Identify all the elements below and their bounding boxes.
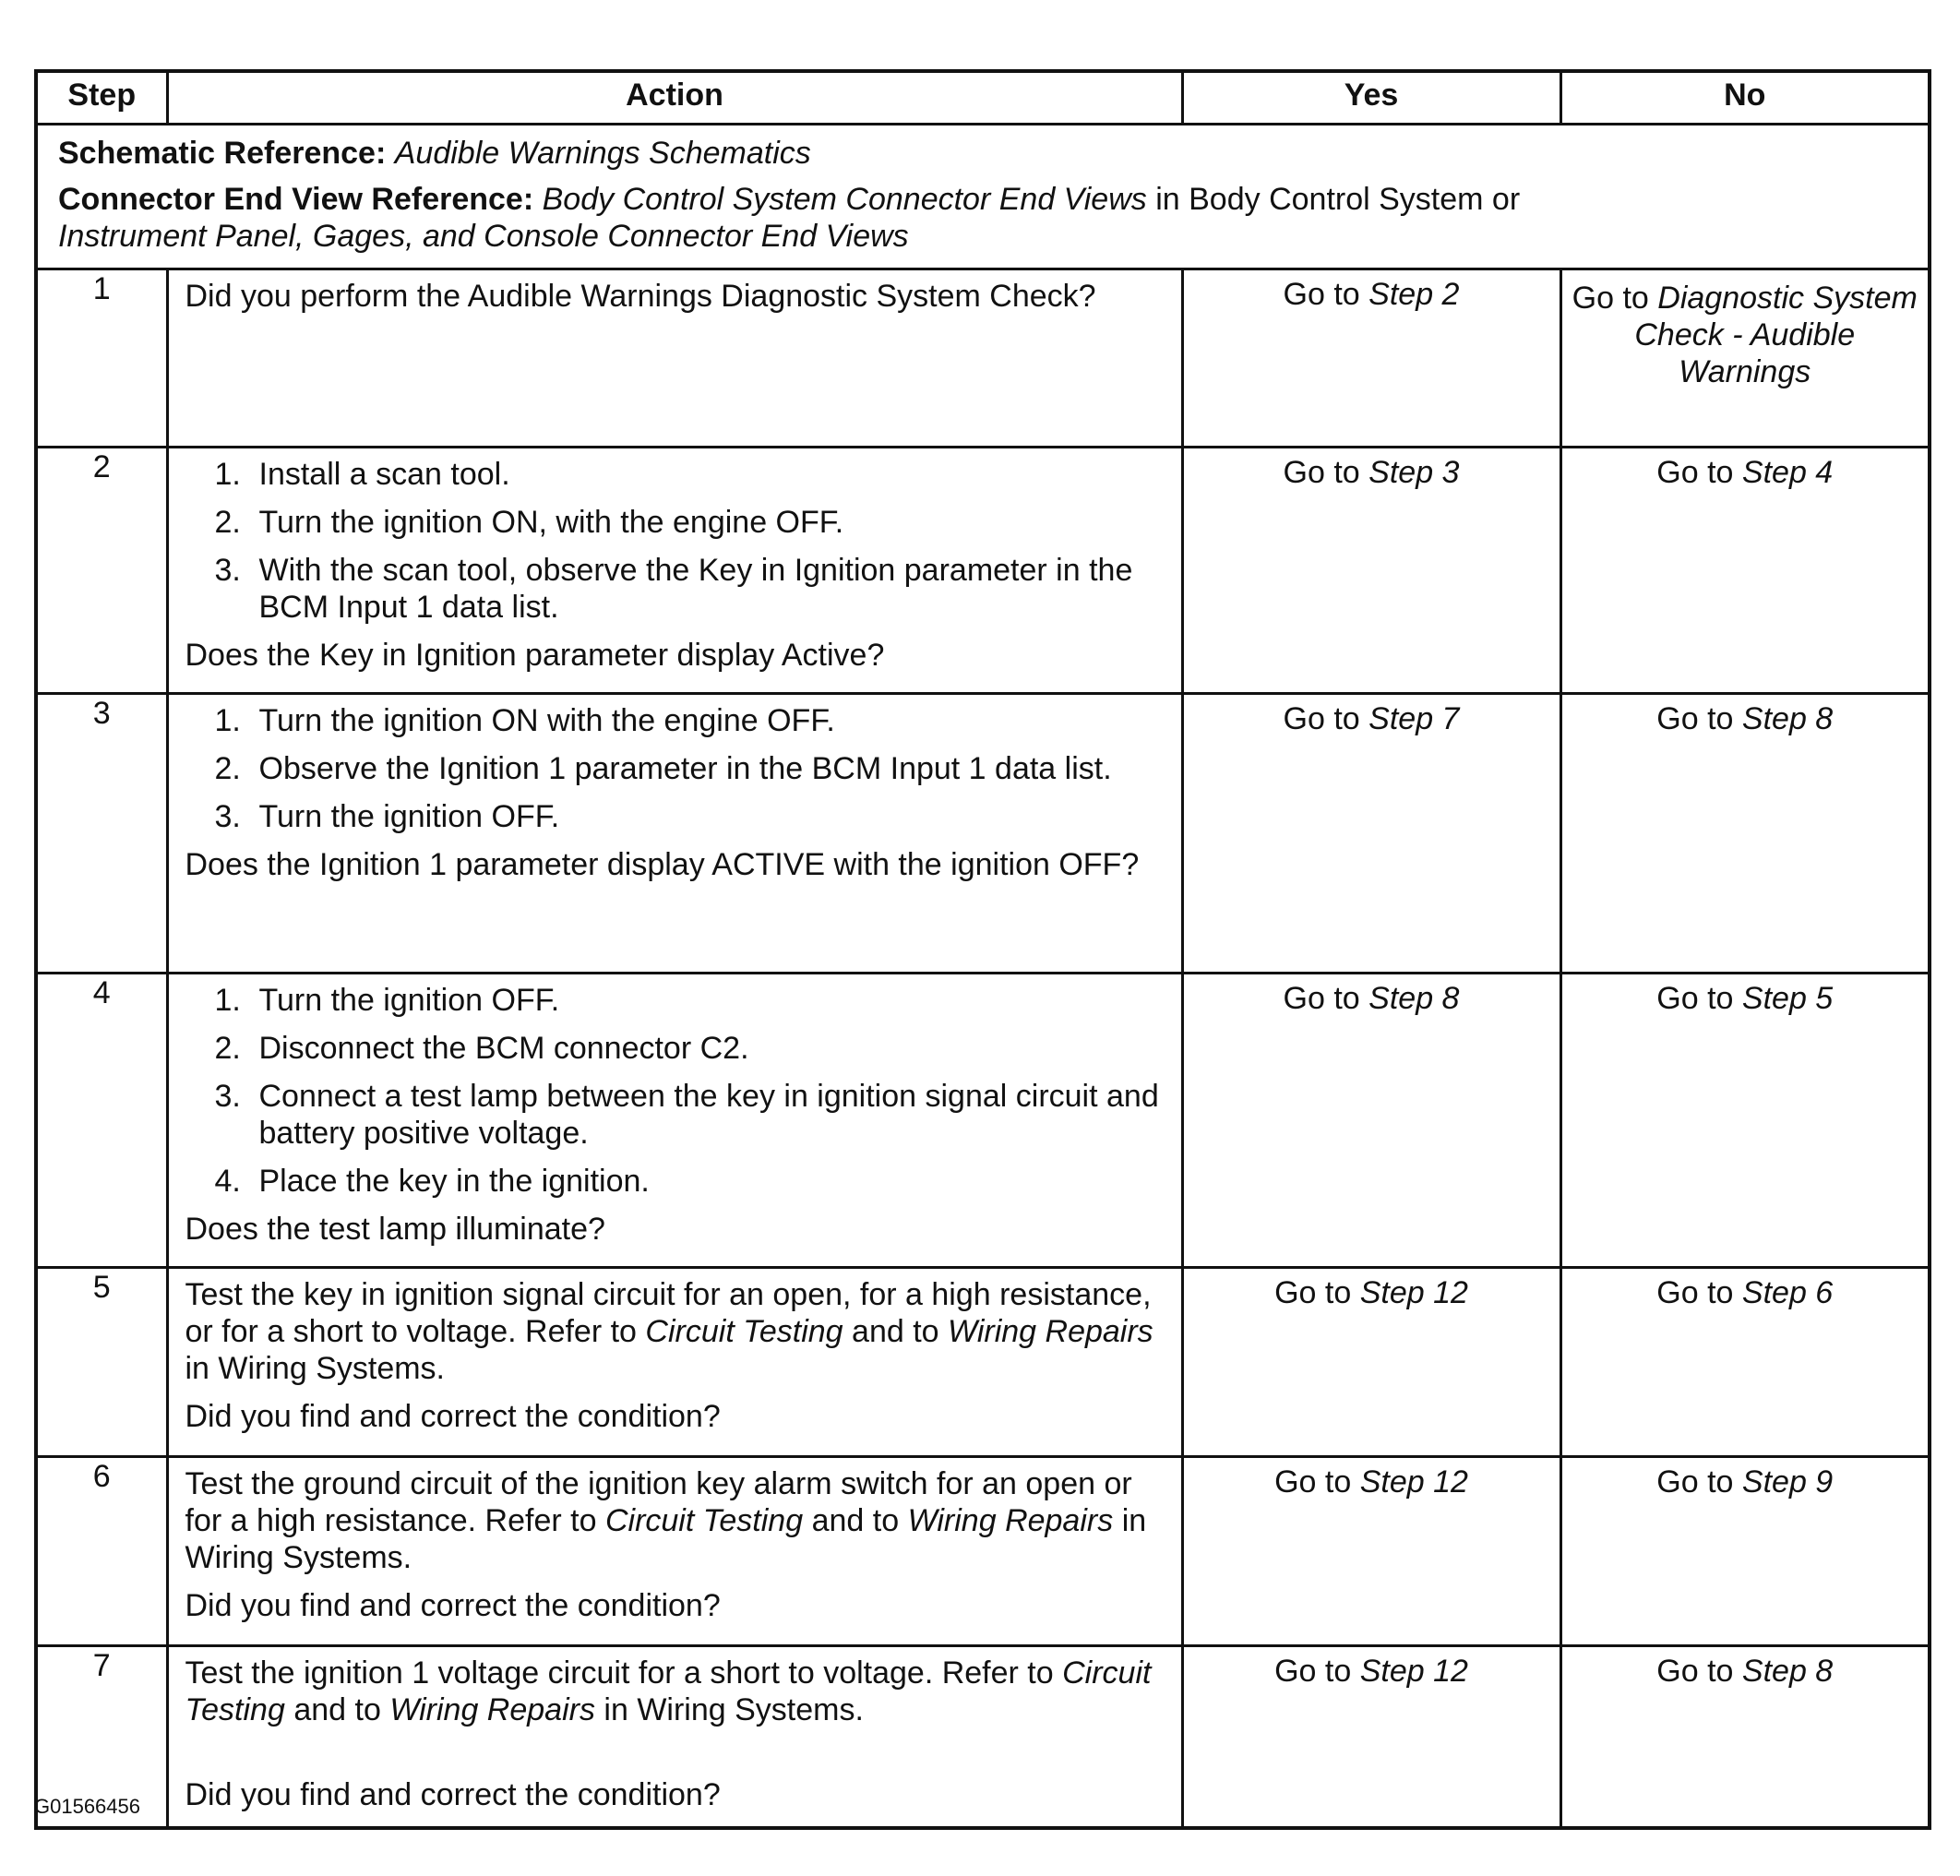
yes-prefix: Go to	[1283, 701, 1360, 736]
list-item	[185, 456, 1165, 493]
step-number: 3	[36, 694, 167, 974]
list-item-number: 1.	[214, 457, 241, 492]
no-link[interactable]: Step 6	[1741, 1275, 1834, 1310]
yes-link[interactable]: Step 12	[1359, 1464, 1468, 1500]
list-item	[185, 504, 1165, 541]
yes-link[interactable]: Step 8	[1368, 981, 1460, 1016]
no-cell	[1560, 448, 1930, 694]
no-cell	[1560, 1646, 1930, 1829]
circuit-testing-link[interactable]: Circuit Testing	[604, 1503, 804, 1538]
instruction-text: Test the ground circuit of the ignition key alarm switch for an open or for a high resistance. Refer to	[185, 1466, 1132, 1538]
table-row-step-3	[36, 694, 1930, 974]
action-cell	[167, 269, 1182, 448]
wiring-repairs-link[interactable]: Wiring Repairs	[389, 1692, 595, 1727]
instruction-text: and to	[293, 1692, 381, 1727]
instruction-text: in Wiring Systems.	[604, 1692, 864, 1727]
list-item-number: 1.	[214, 983, 241, 1018]
header-yes: Yes	[1182, 71, 1560, 125]
list-item-text: Turn the ignition OFF.	[258, 799, 560, 834]
action-question: Did you perform the Audible Warnings Diagnostic System Check?	[185, 279, 1096, 314]
step-number: 4	[36, 974, 167, 1268]
action-question: Does the Ignition 1 parameter display ACTIVE with the ignition OFF?	[185, 847, 1140, 882]
table-row-step-7	[36, 1646, 1930, 1829]
yes-cell	[1182, 1646, 1560, 1829]
step-number: 5	[36, 1268, 167, 1457]
action-question: Does the test lamp illuminate?	[185, 1212, 605, 1247]
no-prefix: Go to	[1656, 455, 1734, 490]
list-item-text: Install a scan tool.	[258, 457, 510, 492]
connector-reference-label: Connector End View Reference:	[58, 182, 534, 217]
action-cell	[167, 1457, 1182, 1646]
list-item-text: Place the key in the ignition.	[258, 1164, 650, 1199]
action-cell	[167, 1646, 1182, 1829]
list-item-text: With the scan tool, observe the Key in Ignition parameter in the BCM Input 1 data list.	[258, 553, 1133, 625]
circuit-testing-link[interactable]: Circuit Testing	[645, 1314, 843, 1349]
schematic-reference-label: Schematic Reference:	[58, 136, 387, 171]
yes-link[interactable]: Step 12	[1359, 1275, 1468, 1310]
schematic-reference-link[interactable]: Audible Warnings Schematics	[394, 136, 811, 171]
yes-prefix: Go to	[1274, 1654, 1352, 1689]
connector-reference	[58, 181, 1907, 255]
list-item-text: Turn the ignition ON, with the engine OFF.	[258, 505, 844, 540]
instruction-text: in Wiring Systems.	[185, 1503, 1147, 1575]
action-steps-list	[185, 982, 1165, 1200]
action-cell	[167, 1268, 1182, 1457]
list-item-number: 2.	[214, 1031, 241, 1066]
list-item	[185, 750, 1165, 787]
list-item-number: 2.	[214, 751, 241, 786]
yes-prefix: Go to	[1274, 1464, 1352, 1500]
no-link[interactable]: Step 8	[1741, 701, 1834, 736]
no-link[interactable]: Step 4	[1741, 455, 1834, 490]
action-instruction	[185, 1465, 1165, 1576]
no-prefix: Go to	[1656, 1464, 1734, 1500]
reference-cell	[36, 125, 1930, 269]
no-cell	[1560, 1457, 1930, 1646]
reference-row	[36, 125, 1930, 269]
yes-prefix: Go to	[1283, 455, 1360, 490]
list-item-number: 4.	[214, 1164, 241, 1199]
no-prefix: Go to	[1656, 701, 1734, 736]
action-instruction	[185, 1655, 1165, 1728]
wiring-repairs-link[interactable]: Wiring Repairs	[907, 1503, 1114, 1538]
diagnostic-table-page	[34, 69, 1928, 1830]
action-question: Did you find and correct the condition?	[185, 1399, 721, 1434]
wiring-repairs-link[interactable]: Wiring Repairs	[948, 1314, 1153, 1349]
yes-link[interactable]: Step 7	[1368, 701, 1460, 736]
no-link[interactable]: Diagnostic System Check - Audible Warnings	[1634, 281, 1918, 389]
list-item	[185, 1163, 1165, 1200]
list-item	[185, 982, 1165, 1019]
list-item-number: 1.	[214, 703, 241, 738]
header-step: Step	[36, 71, 167, 125]
circuit-testing-link[interactable]: Circuit Testing	[185, 1655, 1152, 1727]
no-cell	[1560, 269, 1930, 448]
action-question: Does the Key in Ignition parameter display Active?	[185, 638, 885, 673]
table-row-step-5	[36, 1268, 1930, 1457]
yes-cell	[1182, 694, 1560, 974]
table-row-step-6	[36, 1457, 1930, 1646]
no-prefix: Go to	[1656, 1275, 1734, 1310]
action-cell	[167, 694, 1182, 974]
connector-reference-link-1[interactable]: Body Control System Connector End Views	[542, 182, 1147, 217]
table-row-step-4	[36, 974, 1930, 1268]
no-link[interactable]: Step 5	[1741, 981, 1834, 1016]
figure-id: G01566456	[34, 1795, 140, 1818]
schematic-reference	[58, 135, 1907, 172]
action-steps-list	[185, 456, 1165, 626]
list-item	[185, 1030, 1165, 1067]
step-number: 2	[36, 448, 167, 694]
yes-prefix: Go to	[1283, 277, 1360, 312]
yes-cell	[1182, 974, 1560, 1268]
instruction-text: Test the ignition 1 voltage circuit for a short to voltage. Refer to	[185, 1655, 1054, 1691]
list-item-text: Turn the ignition OFF.	[258, 983, 560, 1018]
list-item-number: 3.	[214, 553, 241, 588]
list-item	[185, 798, 1165, 835]
yes-prefix: Go to	[1283, 981, 1360, 1016]
step-number: 6	[36, 1457, 167, 1646]
list-item	[185, 702, 1165, 739]
instruction-text: in Wiring Systems.	[185, 1351, 445, 1386]
table-header-row	[36, 71, 1930, 125]
no-cell	[1560, 694, 1930, 974]
action-cell	[167, 974, 1182, 1268]
no-prefix: Go to	[1572, 281, 1649, 316]
list-item	[185, 1078, 1165, 1152]
yes-cell	[1182, 269, 1560, 448]
connector-reference-link-2[interactable]: Instrument Panel, Gages, and Console Connector End Views	[58, 219, 909, 254]
action-cell	[167, 448, 1182, 694]
no-link[interactable]: Step 8	[1741, 1654, 1834, 1689]
table-row-step-1	[36, 269, 1930, 448]
header-no: No	[1560, 71, 1930, 125]
no-prefix: Go to	[1656, 1654, 1734, 1689]
yes-link[interactable]: Step 12	[1359, 1654, 1468, 1689]
list-item-text: Connect a test lamp between the key in ignition signal circuit and battery positive voltage.	[258, 1079, 1159, 1151]
list-item-text: Turn the ignition ON with the engine OFF.	[258, 703, 835, 738]
yes-prefix: Go to	[1274, 1275, 1352, 1310]
list-item	[185, 552, 1165, 626]
connector-reference-mid: in Body Control System or	[1155, 182, 1521, 217]
step-number: 1	[36, 269, 167, 448]
yes-link[interactable]: Step 2	[1368, 277, 1460, 312]
no-cell	[1560, 974, 1930, 1268]
no-prefix: Go to	[1656, 981, 1734, 1016]
list-item-text: Observe the Ignition 1 parameter in the BCM Input 1 data list.	[258, 751, 1112, 786]
action-instruction	[185, 1276, 1165, 1387]
list-item-number: 2.	[214, 505, 241, 540]
instruction-text: and to	[811, 1503, 900, 1538]
no-link[interactable]: Step 9	[1741, 1464, 1834, 1500]
no-cell	[1560, 1268, 1930, 1457]
instruction-text: and to	[852, 1314, 939, 1349]
spacer	[185, 1739, 1165, 1776]
yes-link[interactable]: Step 3	[1368, 455, 1460, 490]
instruction-text: Test the key in ignition signal circuit for an open, for a high resistance, or for a short to voltage. Refer to	[185, 1277, 1152, 1349]
yes-cell	[1182, 448, 1560, 694]
action-steps-list	[185, 702, 1165, 835]
step-number: 7	[36, 1646, 167, 1829]
list-item-text: Disconnect the BCM connector C2.	[258, 1031, 749, 1066]
action-question: Did you find and correct the condition?	[185, 1777, 721, 1812]
yes-cell	[1182, 1268, 1560, 1457]
header-action: Action	[167, 71, 1182, 125]
yes-cell	[1182, 1457, 1560, 1646]
list-item-number: 3.	[214, 1079, 241, 1114]
action-question: Did you find and correct the condition?	[185, 1588, 721, 1623]
table-row-step-2	[36, 448, 1930, 694]
list-item-number: 3.	[214, 799, 241, 834]
diagnostic-table	[34, 69, 1931, 1830]
